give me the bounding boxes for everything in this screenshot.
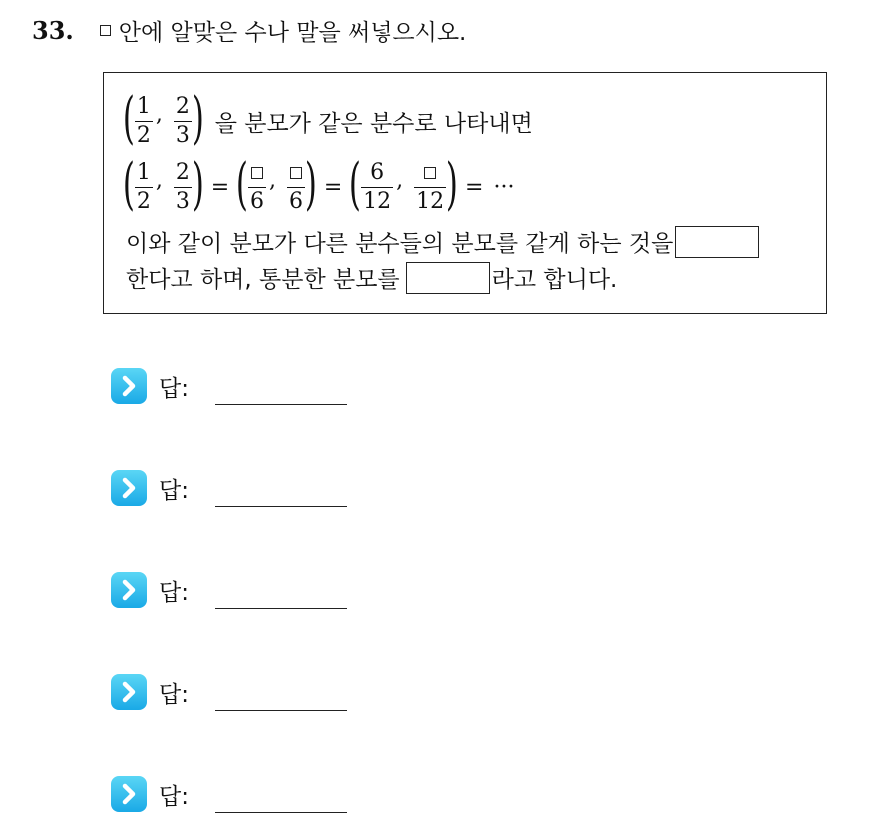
denominator: 12 [416,188,445,214]
answer-line[interactable] [215,812,347,813]
answer-label: 답: [159,579,189,606]
left-paren: ( [122,152,135,217]
fraction [174,93,192,148]
answer-blank-2[interactable] [406,262,490,294]
line4-text-before: 한다고 하며, 통분한 분모를 [126,267,400,293]
answer-line[interactable] [215,608,347,609]
denominator: 6 [250,188,265,214]
line3-text: 이와 같이 분모가 다른 분수들의 분모를 같게 하는 것을 [126,231,674,257]
question-instruction: 안에 알맞은 수나 말을 써넣으시오. [118,20,467,46]
denominator: 2 [136,122,151,148]
box-line-1 [122,86,533,151]
left-paren: ( [122,86,135,151]
numerator-blank [422,162,438,187]
numerator: 2 [175,159,190,185]
fraction [135,93,153,148]
box-line-3 [126,225,761,258]
numerator: 2 [175,93,190,119]
chevron-right-icon [111,776,147,812]
chevron-right-icon [111,674,147,710]
right-paren: ) [191,152,204,217]
box-line-4 [126,261,617,294]
fraction [174,159,192,214]
denominator: 3 [175,122,190,148]
answer-row [111,470,189,506]
equals-sign: = [465,174,484,200]
answer-label: 답: [159,783,189,810]
comma: , [269,168,277,193]
answer-line[interactable] [215,404,347,405]
right-paren: ) [191,86,204,151]
denominator: 2 [136,188,151,214]
fraction [248,162,266,213]
numerator-blank [249,162,265,187]
numerator: 6 [370,159,385,185]
ellipsis: ··· [493,174,515,200]
numerator: 1 [136,93,151,119]
line4-text-after: 라고 합니다. [491,267,618,293]
right-paren: ) [446,152,459,217]
comma: , [396,168,404,193]
problem-box [103,72,827,314]
chevron-right-icon [111,470,147,506]
answer-label: 답: [159,375,189,402]
fraction [414,162,446,213]
numerator-blank [288,162,304,187]
box-line-2 [122,152,515,217]
chevron-right-icon [111,572,147,608]
fraction [287,162,305,213]
fraction [361,159,393,214]
left-paren: ( [236,152,249,217]
square-icon [424,167,436,179]
answer-line[interactable] [215,710,347,711]
left-paren: ( [349,152,362,217]
right-paren: ) [304,152,317,217]
comma: , [155,168,163,193]
question-header [32,14,466,47]
denominator: 6 [289,188,304,214]
square-icon [251,167,263,179]
line1-text: 을 분모가 같은 분수로 나타내면 [214,110,533,137]
denominator: 3 [175,188,190,214]
answer-row [111,572,189,608]
chevron-right-icon [111,368,147,404]
equals-sign: = [323,174,343,200]
answer-blank-1[interactable] [675,226,759,258]
fraction [135,159,153,214]
equals-sign: = [210,174,230,200]
comma: , [155,102,163,127]
answer-line[interactable] [215,506,347,507]
square-icon [290,167,302,179]
square-icon [100,25,111,36]
answer-label: 답: [159,477,189,504]
answer-row [111,776,189,812]
question-number: 33. [32,16,74,45]
answer-row [111,674,189,710]
numerator: 1 [136,159,151,185]
answer-label: 답: [159,681,189,708]
denominator: 12 [363,188,392,214]
answer-row [111,368,189,404]
